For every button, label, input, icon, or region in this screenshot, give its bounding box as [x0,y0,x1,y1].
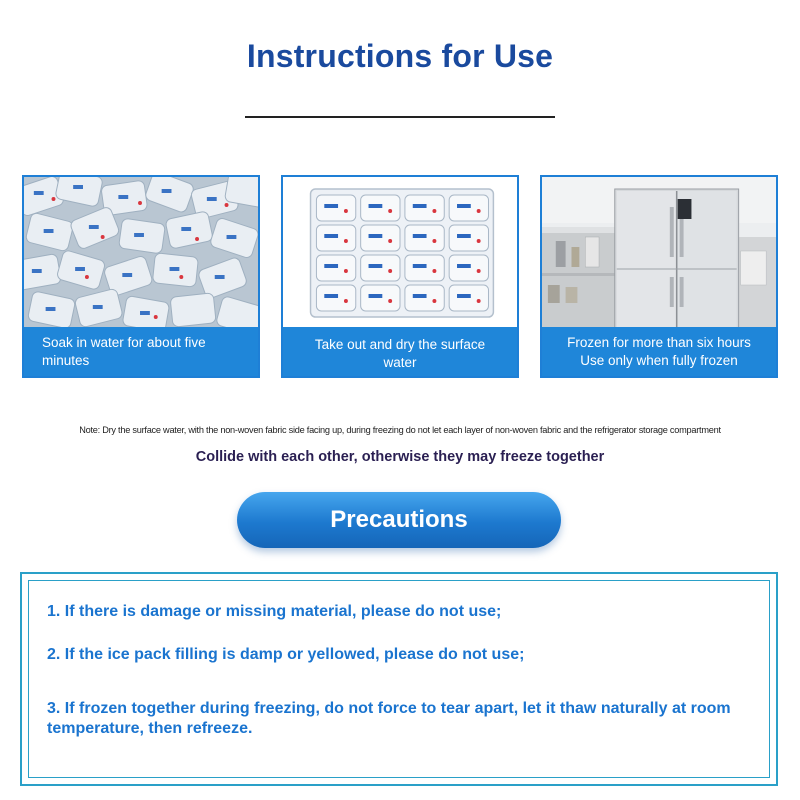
step-caption-line: Soak in water for about five [42,334,206,350]
step-caption-line: water [383,354,417,370]
precaution-item: 3. If frozen together during freezing, do not force to tear apart, let it thaw naturally at room temperature, then refreeze. [47,700,731,737]
step-caption-soak [24,327,258,376]
step-caption-line: Use only when fully frozen [580,352,738,368]
precaution-item: 2. If the ice pack filling is damp or yellowed, please do not use; [47,646,525,663]
step-caption-line: Frozen for more than six hours [567,334,751,350]
usage-note: Note: Dry the surface water, with the non-woven fabric side facing up, during freezing do not let each layer of non-woven fabric and the refrigerator storage compartment [79,425,721,435]
precautions-heading: Precautions [237,492,561,548]
title-divider [245,116,555,118]
step-caption-line: Take out and dry the surface [314,336,486,352]
soaking-ice-packs-photo [24,177,258,329]
refrigerator-photo [542,177,776,329]
usage-note-continued: Collide with each other, otherwise they may freeze together [195,449,605,465]
page-title: Instructions for Use [246,38,554,74]
step-caption-line: minutes [42,352,90,368]
step-card-dry [281,175,519,378]
precaution-item: 1. If there is damage or missing material, please do not use; [47,603,502,620]
step-card-soak [22,175,260,378]
ice-pack-sheet-photo [283,177,517,329]
step-caption-freeze [542,327,776,376]
step-caption-dry [283,327,517,376]
step-card-freeze [540,175,778,378]
